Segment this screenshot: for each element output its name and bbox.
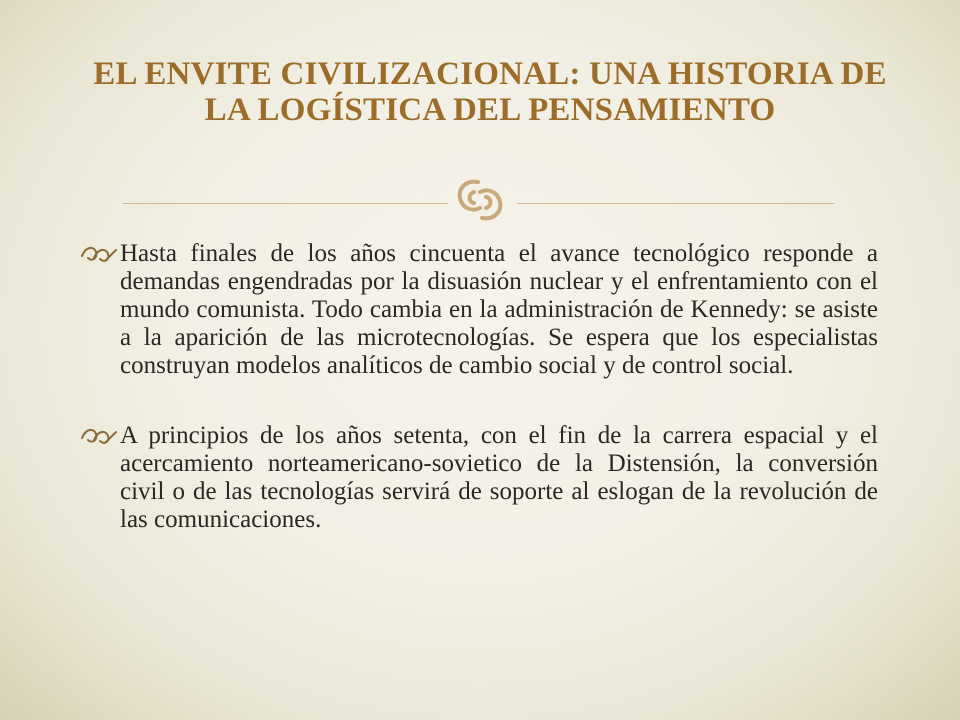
title-line-1: EL ENVITE CIVILIZACIONAL: UNA HISTORIA DE (93, 56, 887, 92)
bullet-item-2 (78, 422, 878, 534)
flourish-bullet-icon (80, 244, 118, 264)
flourish-bullet-icon (80, 426, 118, 446)
bullet-text-1: Hasta finales de los años cincuenta el avance tecnológico responde a demandas engendradas por la disuasión nuclear y el enfrentamiento con el mundo comunista. Todo cambia en la administración de Kennedy: se asiste a la aparición de las microtecnologías. Se espera que los especialistas construyan modelos analíticos de cambio social y de control social. (120, 240, 878, 379)
scroll-ornament-icon (448, 172, 512, 228)
slide-title (80, 56, 900, 128)
bullet-text-2: A principios de los años setenta, con el fin de la carrera espacial y el acercamiento norteamericano-sovietico de la Distensión, la conversión civil o de las tecnologías servirá de soporte al eslogan de la revolución de las comunicaciones. (120, 422, 878, 533)
title-line-2: LA LOGÍSTICA DEL PENSAMIENTO (204, 92, 776, 128)
bullet-item-1 (78, 240, 878, 380)
divider-left (123, 203, 448, 204)
bullet-list (78, 240, 878, 576)
divider-right (517, 203, 834, 204)
